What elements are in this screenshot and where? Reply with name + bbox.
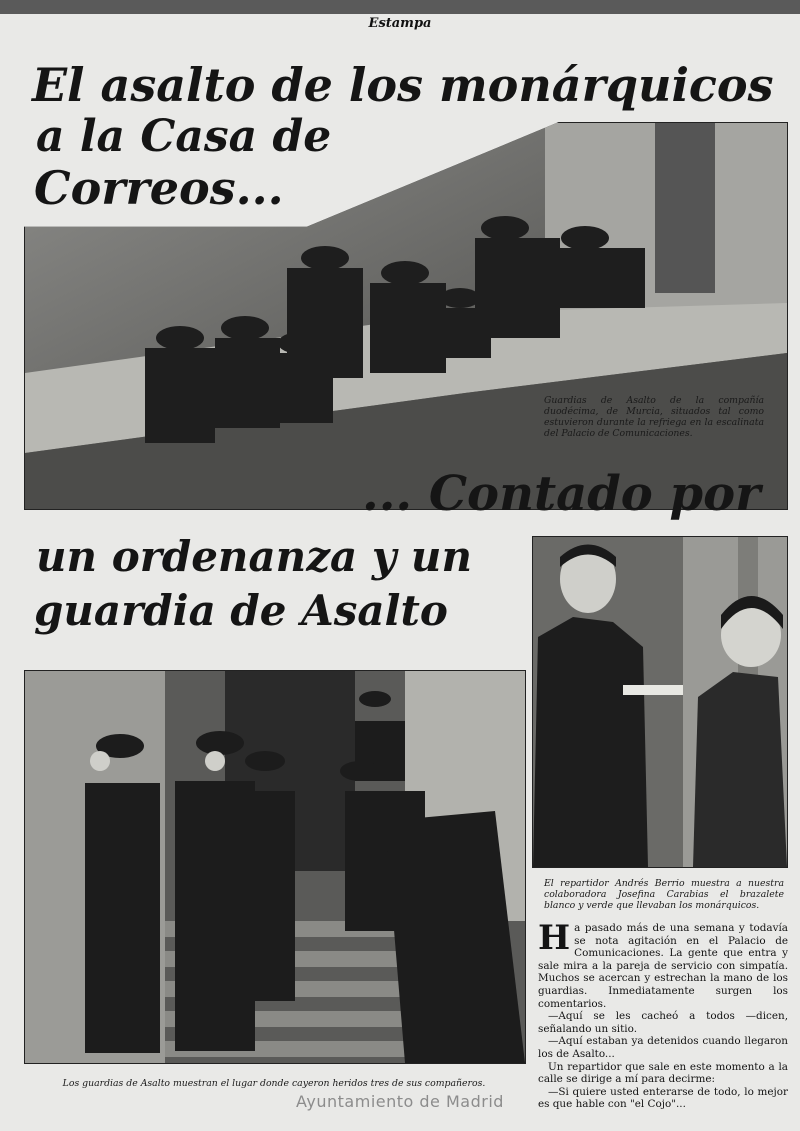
article-paragraph-2: —Aquí se les cacheó a todos —dicen, señalando un sitio. xyxy=(538,1010,788,1035)
watermark: Ayuntamiento de Madrid xyxy=(296,1092,504,1111)
headline-line-1: El asalto de los monárquicos xyxy=(32,58,774,112)
article-paragraph-5: —Si quiere usted enterarse de todo, lo mejor es que hable con "el Cojo"... xyxy=(538,1085,788,1111)
headline-line-6: guardia de Asalto xyxy=(34,586,448,635)
headline-line-2: a la Casa de xyxy=(36,111,332,162)
article-paragraph-3: —Aquí estaban ya detenidos cuando llegaron los de Asalto... xyxy=(538,1035,788,1060)
article-paragraph-4: Un repartidor que sale en este momento a la calle se dirige a mí para decirme: xyxy=(538,1060,788,1086)
photo-guards-stairs xyxy=(24,670,526,1064)
article-paragraph-1: Ha pasado más de una semana y todavía se nota agitación en el Palacio de Comunicaciones. La gente que entra y sale mira a la pareja de servicio con simpatía. Muchos se acercan y estrechan la mano de los guardias. Inmediatamente surgen los comentarios. xyxy=(538,918,788,1010)
headline-line-3: Correos... xyxy=(34,161,284,215)
magazine-name: Estampa xyxy=(368,16,432,31)
article-body xyxy=(538,918,788,1111)
headline-line-4: ... Contado por xyxy=(362,466,761,522)
headline-line-5: un ordenanza y un xyxy=(36,532,472,581)
drop-cap: H xyxy=(538,918,571,958)
caption-photo-bottom: Los guardias de Asalto muestran el lugar donde cayeron heridos tres de sus compañeros. xyxy=(62,1078,486,1089)
caption-photo-top: Guardias de Asalto de la compañía duodécima, de Murcia, situados tal como estuvieron durante la refriega en la escalinata del Palacio de Comunicaciones. xyxy=(544,395,764,439)
caption-photo-right: El repartidor Andrés Berrio muestra a nuestra colaboradora Josefina Carabias el brazalete blanco y verde que llevaban los monárquicos. xyxy=(544,878,784,911)
photo-armband xyxy=(532,536,788,868)
top-border xyxy=(0,0,800,14)
